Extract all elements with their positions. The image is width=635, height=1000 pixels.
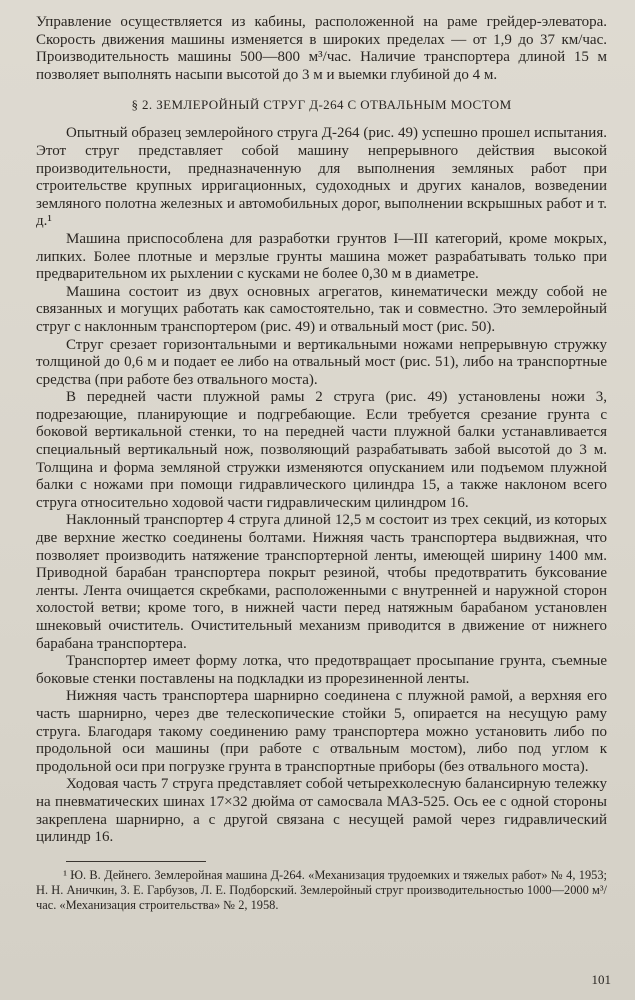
paragraph-trough: Транспортер имеет форму лотка, что предотвращает просыпание грунта, съемные боковые стенки поставлены на подкладки из прорезиненной ленты. (36, 653, 607, 687)
paragraph-chassis: Ходовая часть 7 струга представляет собой четырехколесную балансирную тележку на пневматических шинах 17×32 дюйма от самосвала МАЗ-525. Ось ее с одной стороны закреплена шарнирно, а с другой связана с несущей рамой через гидравлический цилиндр 16. (36, 776, 607, 846)
paragraph-main-units: Машина состоит из двух основных агрегатов, кинематически между собой не связанных и могущих работать как самостоятельно, так и совместно. Это землеройный струг с наклонным транспортером (рис. 49) и отвальный мост (рис. 50). (36, 283, 607, 335)
footnote-separator (66, 861, 206, 862)
section-body (36, 125, 607, 846)
paragraph-soil-types: Машина приспособлена для разработки грунтов I—III категорий, кроме мокрых, липких. Более плотные и мерзлые грунты машина может разрабатывать только при предварительном их рыхлении с кусками не более 0,30 м в диаметре. (36, 230, 607, 283)
section-heading: § 2. ЗЕМЛЕРОЙНЫЙ СТРУГ Д-264 С ОТВАЛЬНЫМ МОСТОМ (131, 97, 512, 113)
footnote: ¹ Ю. В. Дейнего. Землеройная машина Д-264. «Механизация трудоемких и тяжелых работ» № 4, 1953; Н. Н. Аничкин, З. Е. Гарбузов, Л. Е. Подборский. Землеройный струг производительностью 1000—2000 м³/час. «Механизация строительства» № 2, 1958. (36, 867, 607, 912)
paragraph-hinge: Нижняя часть транспортера шарнирно соединена с плужной рамой, а верхняя его часть шарнирно, через две телескопические стойки 5, опирается на несущую раму струга. Благодаря такому соединению раму транспортера можно установить либо по продольной оси машины (при работе с отвальным мостом), либо под углом к продольной оси при погрузке грунта в транспортные приборы (без отвального моста). (36, 688, 607, 775)
intro-paragraph: Управление осуществляется из кабины, расположенной на раме грейдер-элеватора. Скорость движения машины изменяется в широких пределах — от 1,9 до 37 км/час. Производительность машины 500—800 м³/час. Наличие транспортера длиной 15 м позволяет выполнять насыпи высотой до 3 м и выемки глубиной до 4 м. (36, 14, 607, 83)
paragraph-knives: В передней части плужной рамы 2 струга (рис. 49) установлены ножи 3, подрезающие, планирующие и подгребающие. Если требуется срезание грунта с боковой вертикальной стенки, то на передней части плужной балки устанавливается специальный вертикальный нож, позволяющий разрабатывать забой высотой до 3 м. Толщина и форма земляной стружки изменяются опусканием или подъемом плужной балки с ножами при помощи гидравлического цилиндра 15, а также наклоном всего струга относительно ходовой части гидравлическим цилиндром 16. (36, 389, 607, 511)
page-number: 101 (591, 972, 611, 987)
paragraph-cutting: Струг срезает горизонтальными и вертикальными ножами непрерывную стружку толщиной до 0,6 м и подает ее либо на отвальный мост (рис. 51), либо на транспортные средства (при работе без отвального моста). (36, 336, 607, 388)
paragraph-purpose: Опытный образец землеройного струга Д-264 (рис. 49) успешно прошел испытания. Этот струг представляет собой машину непрерывного действия высокой производительности, предназначенную для выполнения земляных работ при строительстве крупных ирригационных, судоходных и других каналов, возведении земляного полотна железных и автомобильных дорог, выполнении вскрышных работ и т. д.¹ (36, 125, 607, 230)
paragraph-conveyor: Наклонный транспортер 4 струга длиной 12,5 м состоит из трех секций, из которых две верхние жестко соединены болтами. Нижняя часть транспортера выдвижная, что позволяет производить натяжение транспортерной ленты, имеющей ширину 1400 мм. Приводной барабан транспортера покрыт резиной, чтобы предотвратить буксование ленты. Лента очищается скребками, расположенными с внутренней и наружной сторон холостой ветви; кроме того, в нижней части перед натяжным барабаном установлен шнековый очиститель. Очистительный механизм приводится в движение от нижнего барабана транспортера. (36, 512, 607, 652)
